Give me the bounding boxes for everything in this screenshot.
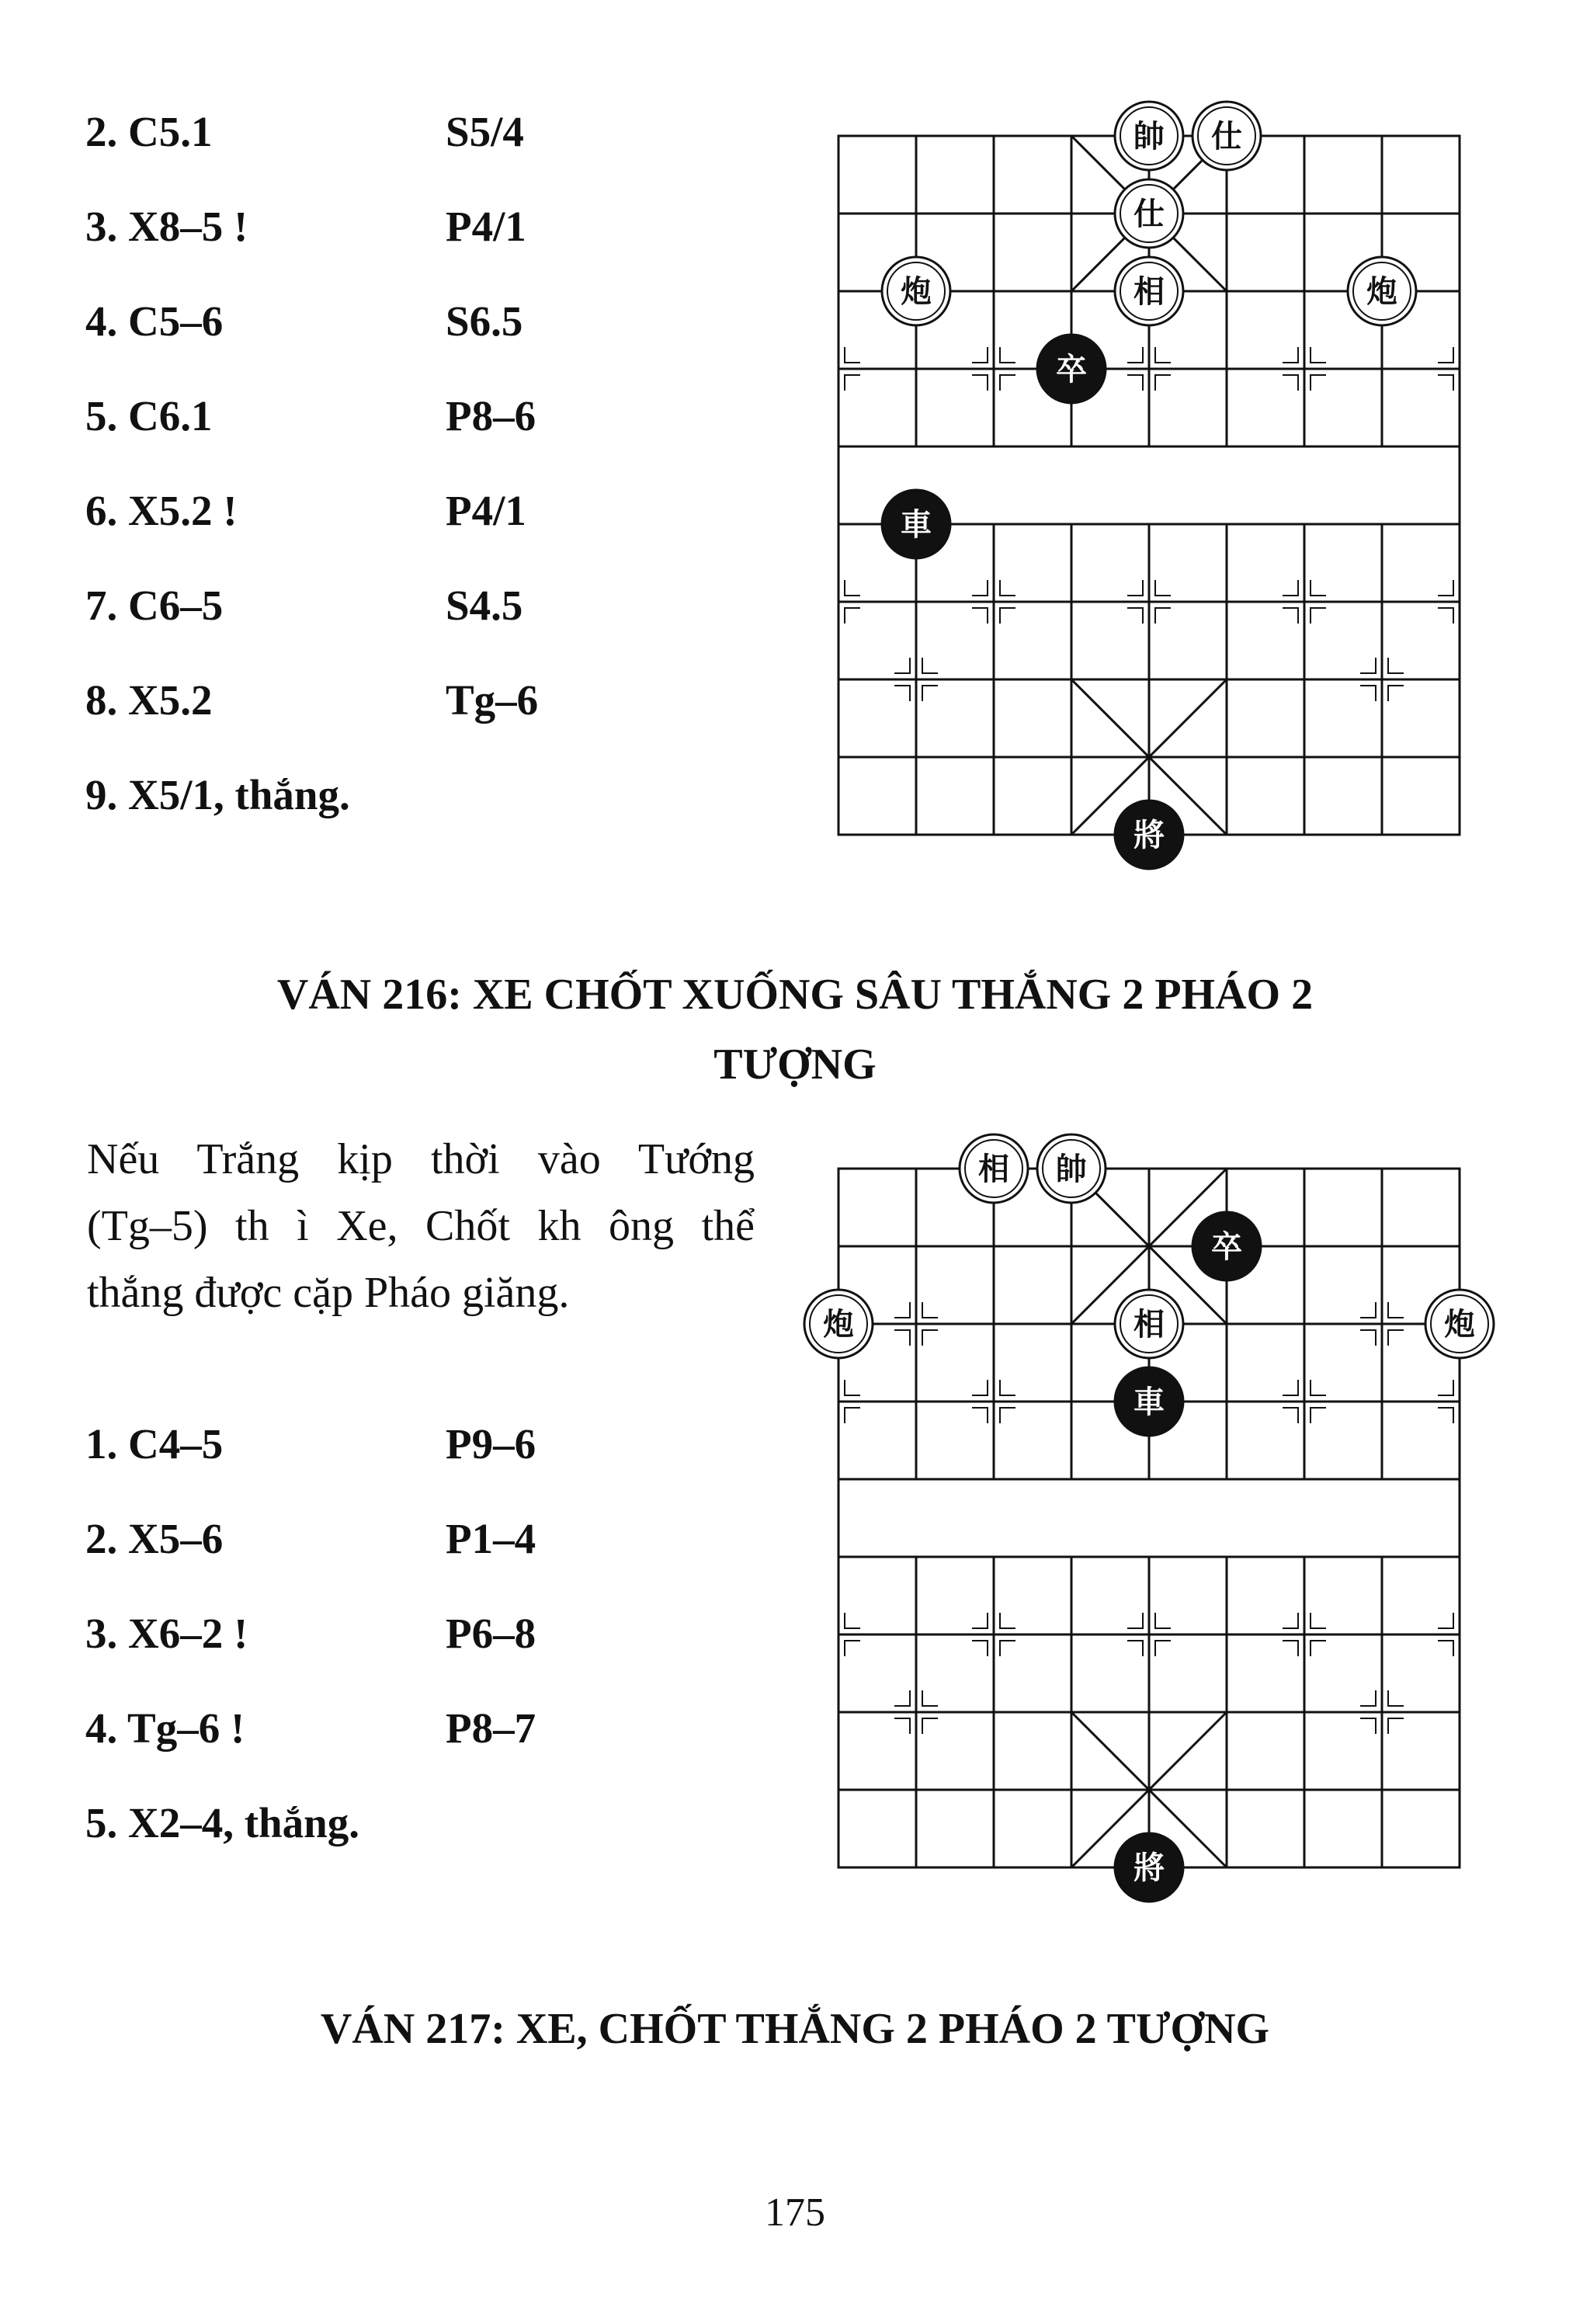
position-mark	[972, 1408, 988, 1423]
position-mark	[845, 608, 860, 624]
board-grid	[838, 1169, 1460, 1867]
position-mark	[1000, 580, 1015, 596]
position-mark	[922, 1718, 938, 1734]
piece-label: 相	[1133, 1307, 1165, 1343]
position-mark	[1311, 347, 1326, 363]
black-move: P9–6	[446, 1420, 536, 1468]
black-piece	[1115, 1367, 1183, 1436]
piece-label: 車	[901, 507, 932, 543]
position-mark	[1127, 347, 1143, 363]
position-mark	[1388, 1302, 1404, 1318]
white-move: 4. Tg–6 !	[85, 1704, 245, 1752]
position-mark	[845, 580, 860, 596]
position-mark	[894, 1718, 910, 1734]
xiangqi-board-top	[838, 119, 1460, 853]
position-mark	[1000, 375, 1015, 391]
position-mark	[845, 1641, 860, 1656]
black-move: P1–4	[446, 1515, 536, 1562]
white-move: 2. C5.1	[85, 108, 213, 155]
position-mark	[1311, 1613, 1326, 1628]
piece-label: 炮	[1366, 274, 1397, 310]
position-mark	[1127, 608, 1143, 624]
page-number: 175	[765, 2190, 825, 2235]
white-move: 5. X2–4, thắng.	[85, 1799, 359, 1846]
position-mark	[1127, 1641, 1143, 1656]
position-mark	[845, 375, 860, 391]
position-mark	[1388, 1718, 1404, 1734]
position-mark	[1000, 1380, 1015, 1395]
position-mark	[1438, 347, 1453, 363]
position-mark	[1000, 608, 1015, 624]
black-move: P8–7	[446, 1704, 536, 1752]
position-mark	[1311, 580, 1326, 596]
position-mark	[972, 1380, 988, 1395]
white-move: 8. X5.2	[85, 676, 213, 724]
position-mark	[845, 1380, 860, 1395]
position-mark	[1127, 1613, 1143, 1628]
piece-label: 卒	[1211, 1229, 1242, 1265]
position-mark	[845, 1408, 860, 1423]
position-mark	[972, 347, 988, 363]
position-mark	[1283, 1641, 1298, 1656]
position-mark	[894, 1330, 910, 1346]
white-move: 7. C6–5	[85, 582, 224, 629]
black-piece	[1037, 335, 1106, 403]
position-mark	[1360, 1302, 1376, 1318]
piece-label: 仕	[1211, 119, 1242, 155]
position-mark	[972, 1613, 988, 1628]
position-mark	[972, 1641, 988, 1656]
position-mark	[922, 1302, 938, 1318]
position-mark	[1283, 580, 1298, 596]
position-mark	[1283, 1380, 1298, 1395]
position-mark	[972, 608, 988, 624]
white-piece	[882, 257, 950, 325]
white-piece	[1115, 102, 1183, 170]
black-piece	[1192, 1212, 1261, 1280]
piece-label: 相	[978, 1152, 1009, 1187]
xiangqi-board-216	[823, 1152, 1475, 1886]
position-mark	[1388, 686, 1404, 701]
position-mark	[894, 686, 910, 701]
piece-label: 仕	[1133, 196, 1165, 232]
position-mark	[1000, 347, 1015, 363]
position-mark	[1438, 1408, 1453, 1423]
intro-line: thắng được cặp Pháo giăng.	[87, 1269, 570, 1317]
position-mark	[922, 658, 938, 673]
white-piece	[1115, 257, 1183, 325]
piece-label: 帥	[1133, 119, 1165, 155]
position-mark	[845, 1613, 860, 1628]
black-move: P4/1	[446, 203, 526, 250]
white-move: 2. X5–6	[85, 1515, 224, 1562]
position-mark	[894, 1302, 910, 1318]
intro-line: Nếu Trắng kịp thời vào Tướng	[87, 1135, 755, 1183]
white-move: 3. X8–5 !	[85, 203, 248, 250]
position-mark	[1311, 608, 1326, 624]
white-piece	[1115, 1290, 1183, 1358]
position-mark	[1311, 1408, 1326, 1423]
white-move: 5. C6.1	[85, 392, 213, 439]
position-mark	[1438, 375, 1453, 391]
position-mark	[1438, 1380, 1453, 1395]
position-mark	[845, 347, 860, 363]
game-217-title: VÁN 217: XE, CHỐT THẮNG 2 PHÁO 2 TƯỢNG	[320, 2005, 1270, 2053]
position-mark	[1127, 375, 1143, 391]
position-mark	[1155, 608, 1171, 624]
intro-line: (Tg–5) th ì Xe, Chốt kh ông thể	[87, 1202, 755, 1250]
position-mark	[1000, 1641, 1015, 1656]
position-mark	[1438, 580, 1453, 596]
position-mark	[1283, 1408, 1298, 1423]
game-216-title: VÁN 216: XE CHỐT XUỐNG SÂU THẮNG 2 PHÁO 2	[276, 971, 1314, 1019]
piece-label: 炮	[823, 1307, 854, 1343]
white-piece	[1037, 1134, 1106, 1203]
white-move: 6. X5.2 !	[85, 487, 238, 534]
black-move: S5/4	[446, 108, 524, 155]
position-mark	[1000, 1408, 1015, 1423]
position-mark	[1311, 1641, 1326, 1656]
piece-label: 車	[1133, 1384, 1165, 1420]
position-mark	[1388, 658, 1404, 673]
position-mark	[1311, 375, 1326, 391]
game-216-intro	[87, 1126, 755, 1326]
white-piece	[1425, 1290, 1494, 1358]
black-piece	[1115, 1833, 1183, 1902]
black-move: P4/1	[446, 487, 526, 534]
position-mark	[1360, 1718, 1376, 1734]
position-mark	[1438, 1613, 1453, 1628]
white-piece	[804, 1290, 873, 1358]
position-mark	[972, 580, 988, 596]
position-mark	[972, 375, 988, 391]
black-move: P6–8	[446, 1610, 536, 1657]
position-mark	[1438, 608, 1453, 624]
position-mark	[1155, 580, 1171, 596]
position-mark	[1283, 608, 1298, 624]
position-mark	[1388, 1330, 1404, 1346]
white-move: 4. C5–6	[85, 297, 224, 345]
piece-label: 將	[1133, 1850, 1165, 1886]
white-move: 1. C4–5	[85, 1420, 224, 1468]
position-mark	[922, 686, 938, 701]
piece-label: 卒	[1056, 352, 1087, 387]
position-mark	[1283, 347, 1298, 363]
position-mark	[1155, 375, 1171, 391]
white-move: 9. X5/1, thắng.	[85, 771, 350, 818]
black-piece	[1115, 801, 1183, 869]
piece-label: 炮	[901, 274, 932, 310]
position-mark	[1438, 1641, 1453, 1656]
white-piece	[1348, 257, 1416, 325]
white-move: 3. X6–2 !	[85, 1610, 248, 1657]
position-mark	[1127, 580, 1143, 596]
position-mark	[922, 1330, 938, 1346]
piece-label: 帥	[1056, 1152, 1087, 1187]
black-move: S6.5	[446, 297, 523, 345]
white-piece	[960, 1134, 1028, 1203]
black-move: P8–6	[446, 392, 536, 439]
game-216-title-line2: TƯỢNG	[713, 1040, 877, 1089]
position-mark	[1360, 658, 1376, 673]
piece-label: 將	[1133, 818, 1165, 853]
position-mark	[1360, 1330, 1376, 1346]
piece-label: 炮	[1444, 1307, 1475, 1343]
position-mark	[1360, 1690, 1376, 1706]
position-mark	[1388, 1690, 1404, 1706]
position-mark	[1155, 347, 1171, 363]
position-mark	[894, 1690, 910, 1706]
position-mark	[922, 1690, 938, 1706]
position-mark	[894, 658, 910, 673]
white-piece	[1192, 102, 1261, 170]
position-mark	[1155, 1641, 1171, 1656]
position-mark	[1155, 1613, 1171, 1628]
black-move: S4.5	[446, 582, 523, 629]
position-mark	[1283, 1613, 1298, 1628]
position-mark	[1283, 375, 1298, 391]
position-mark	[1000, 1613, 1015, 1628]
black-piece	[882, 490, 950, 558]
position-mark	[1360, 686, 1376, 701]
white-piece	[1115, 179, 1183, 248]
position-mark	[1311, 1380, 1326, 1395]
black-move: Tg–6	[446, 676, 539, 724]
piece-label: 相	[1133, 274, 1165, 310]
